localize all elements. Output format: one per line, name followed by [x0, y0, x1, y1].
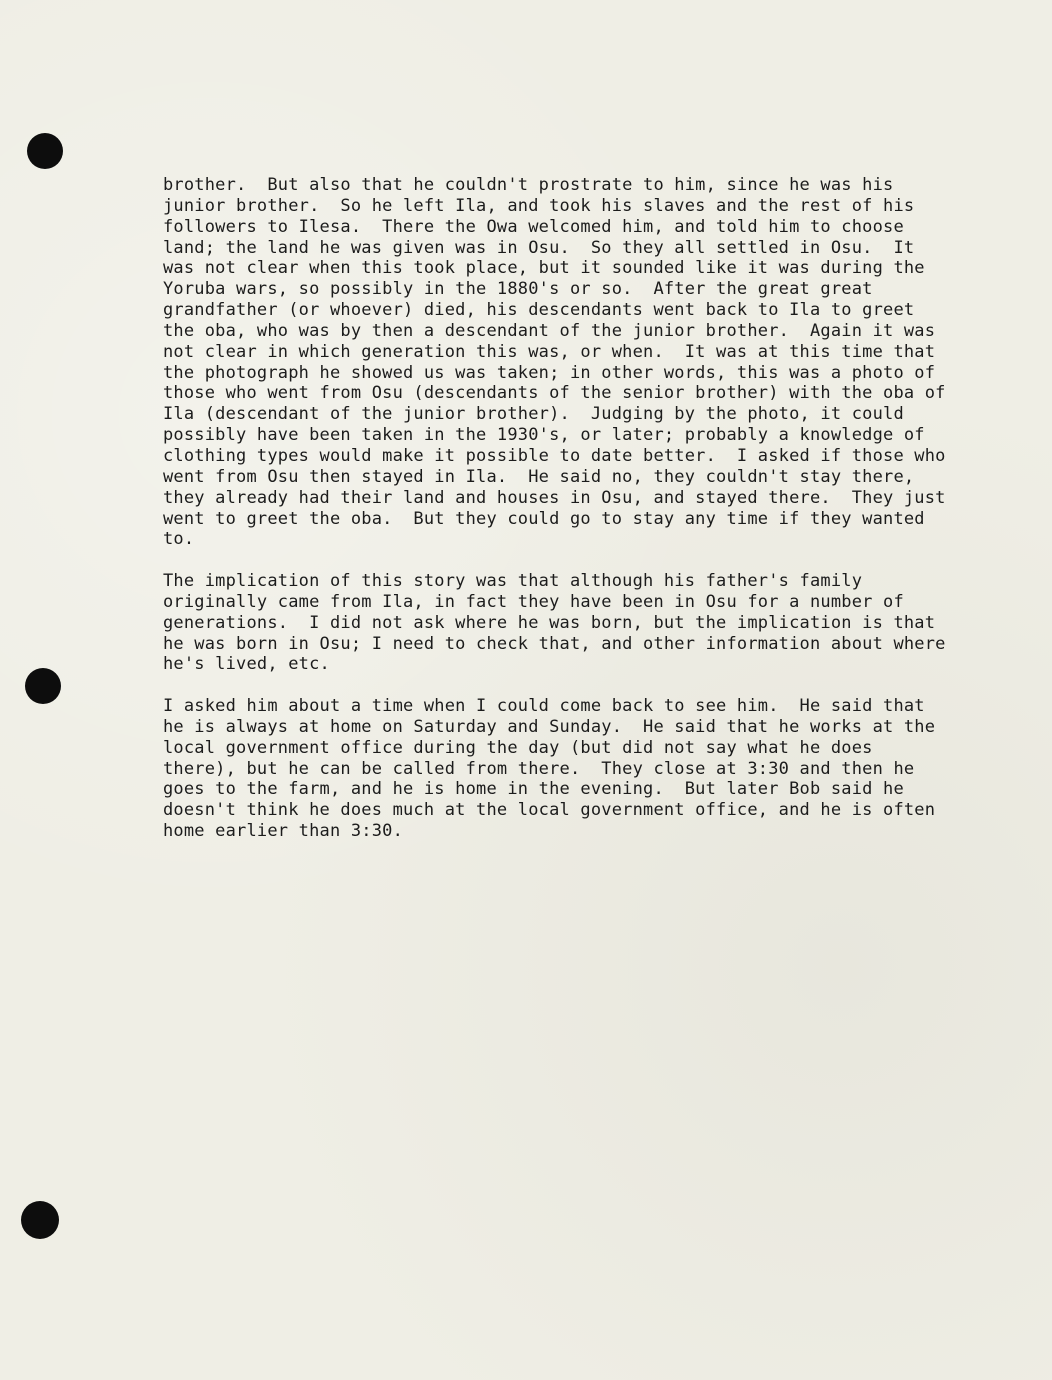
- text-line: junior brother. So he left Ila, and took his slaves and the rest of his: [163, 195, 915, 216]
- text-line: to.: [163, 529, 195, 550]
- text-line: Ila (descendant of the junior brother). Judging by the photo, it could: [163, 404, 904, 425]
- text-line: the oba, who was by then a descendant of the junior brother. Again it was: [163, 320, 936, 341]
- punch-hole: [25, 668, 61, 704]
- text-line: possibly have been taken in the 1930's, or later; probably a knowledge of: [163, 425, 925, 446]
- text-line: local government office during the day (but did not say what he does: [163, 737, 873, 758]
- text-line: the photograph he showed us was taken; in other words, this was a photo of: [163, 362, 936, 383]
- paragraph: [163, 175, 963, 550]
- text-line: doesn't think he does much at the local government office, and he is often: [163, 800, 936, 821]
- text-line: generations. I did not ask where he was born, but the implication is that: [163, 612, 936, 633]
- punch-hole: [21, 1201, 59, 1239]
- text-line: those who went from Osu (descendants of the senior brother) with the oba of: [163, 383, 946, 404]
- paragraph: [163, 571, 963, 675]
- text-line: Yoruba wars, so possibly in the 1880's or so. After the great great: [163, 279, 873, 300]
- text-line: went from Osu then stayed in Ila. He said no, they couldn't stay there,: [163, 466, 915, 487]
- text-line: clothing types would make it possible to date better. I asked if those who: [163, 445, 946, 466]
- text-line: he's lived, etc.: [163, 654, 330, 675]
- text-line: land; the land he was given was in Osu. So they all settled in Osu. It: [163, 237, 915, 258]
- text-line: not clear in which generation this was, or when. It was at this time that: [163, 341, 936, 362]
- text-line: was not clear when this took place, but it sounded like it was during the: [163, 258, 925, 279]
- text-line: he was born in Osu; I need to check that, and other information about where: [163, 633, 946, 654]
- text-line: they already had their land and houses in Osu, and stayed there. They just: [163, 487, 946, 508]
- text-line: brother. But also that he couldn't prostrate to him, since he was his: [163, 175, 894, 195]
- text-line: there), but he can be called from there. They close at 3:30 and then he: [163, 758, 915, 779]
- text-line: followers to Ilesa. There the Owa welcomed him, and told him to choose: [163, 216, 904, 237]
- text-line: grandfather (or whoever) died, his descendants went back to Ila to greet: [163, 300, 915, 321]
- text-line: I asked him about a time when I could come back to see him. He said that: [163, 696, 925, 717]
- text-line: he is always at home on Saturday and Sunday. He said that he works at the: [163, 716, 936, 737]
- text-line: goes to the farm, and he is home in the evening. But later Bob said he: [163, 779, 904, 800]
- paragraph: [163, 696, 963, 842]
- text-line: went to greet the oba. But they could go to stay any time if they wanted: [163, 508, 925, 529]
- text-line: The implication of this story was that although his father's family: [163, 571, 863, 592]
- text-line: home earlier than 3:30.: [163, 821, 404, 842]
- text-line: originally came from Ila, in fact they have been in Osu for a number of: [163, 591, 904, 612]
- typed-text-body: [163, 175, 963, 863]
- punch-hole: [27, 133, 63, 169]
